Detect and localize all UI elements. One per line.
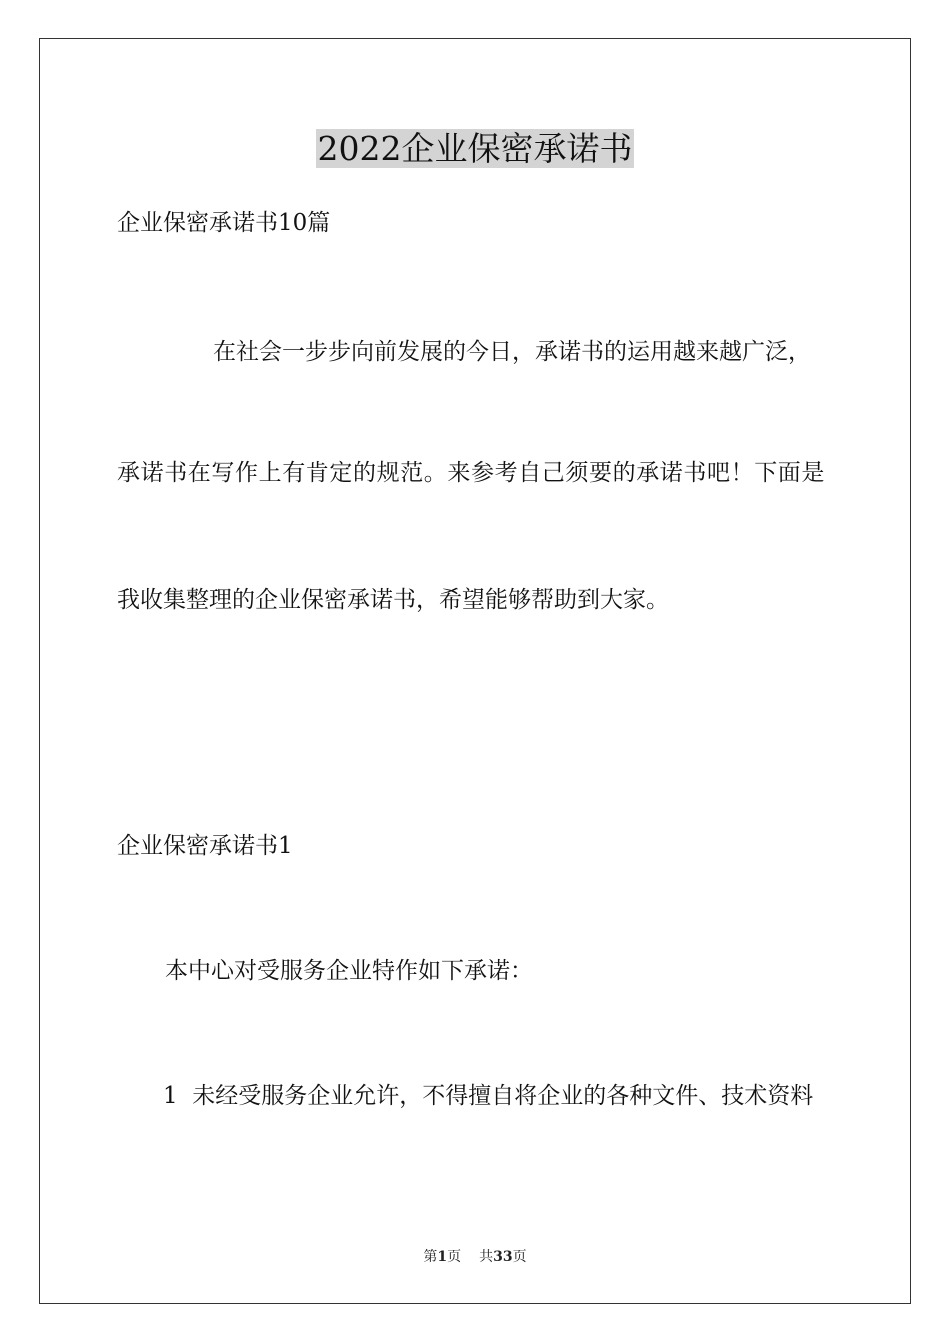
footer-total-pages: 33 [493, 1249, 513, 1265]
intro-line-1: 在社会一步步向前发展的今日，承诺书的运用越来越广泛， [213, 339, 811, 365]
footer-page-number: 1 [437, 1249, 448, 1265]
footer-page-prefix: 第 [423, 1249, 438, 1265]
footer-total-prefix: 共 [479, 1249, 494, 1265]
intro-line-3: 我收集整理的企业保密承诺书，希望能够帮助到大家。 [117, 587, 669, 613]
document-title [0, 127, 950, 171]
document-title-text: 2022企业保密承诺书 [317, 129, 633, 168]
document-subtitle: 企业保密承诺书10篇 [117, 210, 331, 236]
intro-line-2: 承诺书在写作上有肯定的规范。来参考自己须要的承诺书吧！下面是 [117, 460, 825, 486]
footer-page-suffix: 页 [447, 1249, 462, 1265]
footer-total-suffix: 页 [512, 1249, 527, 1265]
section-heading: 企业保密承诺书1 [117, 833, 293, 859]
body-line-1: 本中心对受服务企业特作如下承诺： [165, 958, 533, 984]
body-line-2: 1 未经受服务企业允许，不得擅自将企业的各种文件、技术资料 [163, 1083, 814, 1109]
page-footer [0, 1247, 950, 1267]
